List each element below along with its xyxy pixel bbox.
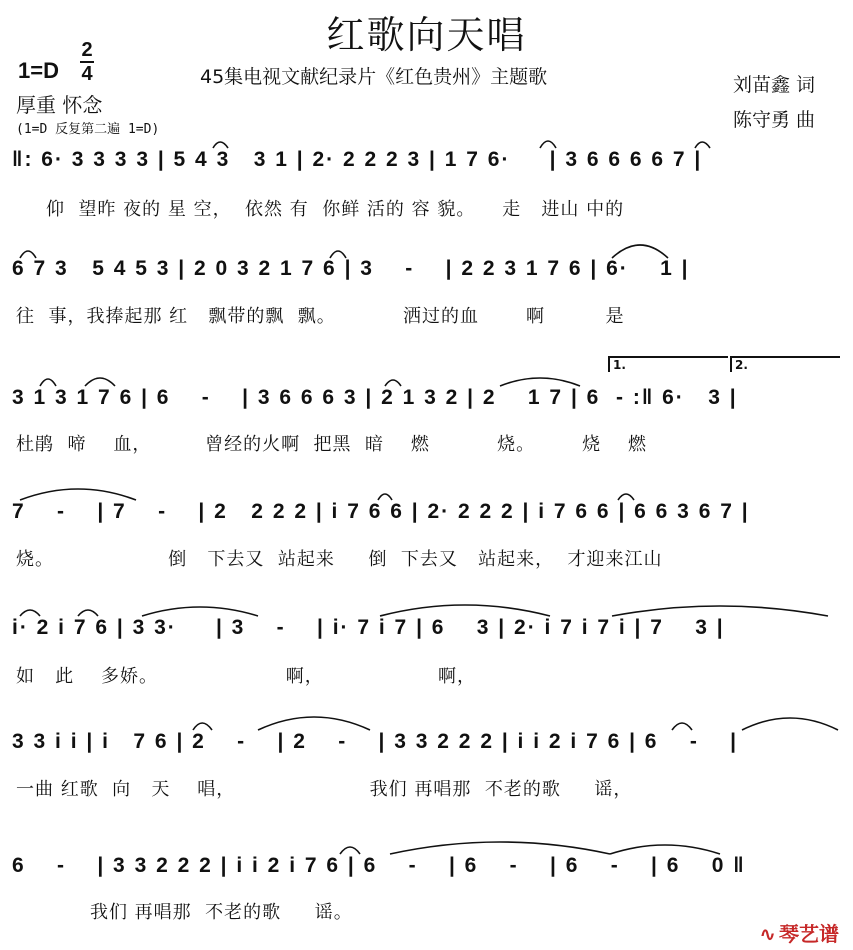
lyrics-row-7: 我们 再唱那 不老的歌 谣。 (16, 902, 353, 923)
key-signature: 1=D (18, 58, 59, 83)
time-signature-top: 2 (81, 39, 93, 61)
slur-row2-a (20, 251, 36, 258)
lyricist-credit: 刘苗鑫 词 (733, 74, 816, 96)
time-signature-bottom: 4 (81, 63, 93, 85)
notation-row-5: i· 2 i 7 6 | 3 3· | 3 - | i· 7 i 7 | 6 3 | 2· i 7 i 7 i | 7 3 | (12, 616, 725, 639)
slur-row5-a (20, 610, 40, 616)
slur-row5-d (380, 605, 550, 616)
notation-row-6: 3 3 i i | i 7 6 | 2 - | 2 - | 3 3 2 2 2 | i i 2 i 7 6 | 6 - | (12, 730, 739, 753)
notation-row-2: 6 7 3 5 4 5 3 | 2 0 3 2 1 7 6 | 3 - | 2 2 3 1 7 6 | 6· 1 | (12, 257, 690, 280)
lyrics-row-2: 往 事，我捧起那 红 飘带的飘 飘。 洒过的血 啊 是 (16, 306, 625, 327)
notation-row-3: 3 1 3 1 7 6 | 6 - | 3 6 6 6 3 | 2 1 3 2 | 2 1 7 | 6 - :‖ 6· 3 | (12, 386, 738, 409)
slur-row3-b (85, 378, 115, 386)
slur-row6-b (258, 717, 370, 730)
slur-row5-c (142, 607, 258, 616)
slur-row7-b (390, 842, 610, 854)
lyrics-row-1: 仰 望昨 夜的 星 空， 依然 有 你鲜 活的 容 貌。 走 进山 中的 (46, 199, 625, 220)
subtitle: 45集电视文献纪录片《红色贵州》主题歌 (200, 66, 548, 88)
slur-row2-c (612, 245, 668, 258)
notation-row-4: 7 - | 7 - | 2 2 2 2 | i 7 6 6 | 2· 2 2 2 | i 7 6 6 | 6 6 3 6 7 | (12, 500, 750, 523)
notation-row-1: ‖: 6· 3 3 3 3 | 5 4 3 3 1 | 2· 2 2 2 3 | 1 7 6· | 3 6 6 6 6 7 | (12, 148, 703, 171)
composer-credit: 陈守勇 曲 (733, 109, 816, 131)
page-title: 红歌向天唱 (326, 13, 527, 57)
slur-row5-b (78, 610, 98, 616)
slur-row1-a (213, 142, 228, 148)
slur-row6-d (742, 718, 838, 730)
slur-row7-a (340, 847, 360, 854)
slur-row2-b (330, 251, 346, 258)
slur-row3-d (500, 378, 580, 386)
second-ending-label: 2. (735, 358, 748, 372)
slur-row1-b (540, 141, 556, 148)
slur-row4-c (618, 494, 634, 500)
lyrics-row-6: 一曲 红歌 向 天 唱， 我们 再唱那 不老的歌 谣， (16, 779, 633, 800)
lyrics-row-3: 杜鹃 啼 血， 曾经的火啊 把黑 暗 燃 烧。 烧 燃 (16, 434, 648, 455)
first-ending-label: 1. (613, 358, 626, 372)
slur-row7-c (610, 845, 720, 854)
slur-row1-c (695, 142, 710, 148)
mood-marking: 厚重 怀念 (16, 93, 103, 117)
slur-row4-b (378, 494, 392, 500)
watermark-logo (759, 918, 839, 947)
slur-row6-c (672, 723, 692, 730)
slur-row3-a (40, 379, 56, 386)
slur-row5-e (612, 606, 828, 616)
notation-row-7: 6 - | 3 3 2 2 2 | i i 2 i 7 6 | 6 - | 6 - | 6 - | 6 0 ‖ (12, 854, 746, 877)
watermark-text: 琴艺谱 (779, 922, 839, 946)
slur-row6-a (193, 723, 212, 730)
repeat-key-note: (1=D 反复第二遍 1=D) (16, 122, 160, 137)
slur-row4-a (20, 489, 136, 500)
lyrics-row-4: 烧。 倒 下去又 站起来 倒 下去又 站起来， 才迎来江山 (16, 549, 663, 570)
lyrics-row-5: 如 此 多娇。 啊， 啊， (16, 666, 477, 687)
logo-icon: ∿ (759, 922, 776, 946)
slur-row3-c (385, 380, 401, 386)
